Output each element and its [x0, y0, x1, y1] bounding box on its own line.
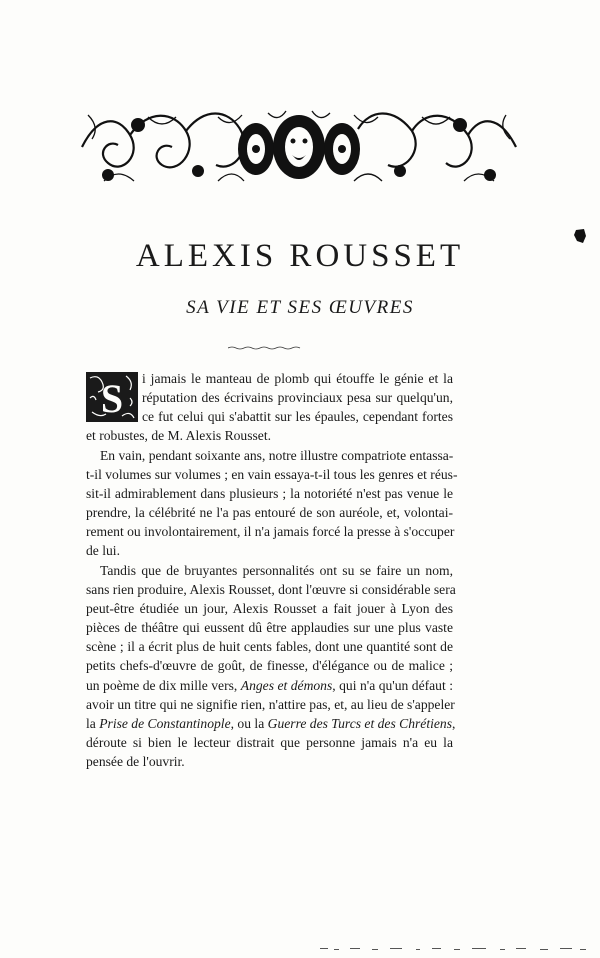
text-line: et robustes, de M. Alexis Rousset. — [86, 428, 272, 444]
text-line: pièces de théâtre qui eussent dû être applaudies sur une plus vaste — [86, 620, 453, 636]
ornamental-headpiece — [78, 105, 520, 189]
text-line: i jamais le manteau de plomb qui étouffe le génie et la — [142, 371, 453, 386]
text-line: En vain, pendant soixante ans, notre illustre compatriote entassa- — [100, 447, 454, 463]
page-subtitle: SA VIE ET SES ŒUVRES — [186, 297, 414, 318]
text-line: rement ou involontairement, il n'a jamais forcé la presse à s'occuper — [86, 524, 455, 540]
text-line: de lui. — [86, 543, 120, 559]
text-line: ce fut celui qui s'abattit sur les épaules, cependant fortes — [142, 409, 453, 425]
work-title-italic: Anges et démons — [240, 677, 333, 693]
text-line: petits chefs-d'œuvre de goût, de finesse, d'élégance ou de malice ; — [86, 658, 453, 674]
text-segment: , — [452, 715, 456, 731]
text-segment: , qui n'a qu'un défaut : — [332, 677, 453, 693]
work-title-italic: Guerre des Turcs et des Chrétiens — [267, 715, 453, 731]
text-line-mixed — [86, 676, 453, 695]
drop-cap-letter: S — [100, 376, 124, 421]
text-line: peut-être étudiée un jour, Alexis Rousset a fait jouer à Lyon des — [86, 600, 453, 616]
page-edge-speckle — [320, 946, 590, 952]
text-line-mixed — [86, 714, 456, 733]
text-line: avoir un titre qui ne signifie rien, n'attire pas, et, au lieu de s'appeler — [86, 696, 455, 712]
text-line: sans rien produire, Alexis Rousset, dont l'œuvre si considérable sera — [86, 581, 456, 597]
text-segment: , ou la — [230, 715, 268, 731]
text-line: déroute si bien le lecteur distrait que personne jamais n'a eu la — [86, 734, 453, 750]
text-segment: la — [86, 715, 100, 731]
work-title-italic: Prise de Constantinople — [99, 715, 231, 731]
article-body — [86, 369, 458, 771]
text-line: prendre, la célébrité ne l'a pas entouré de son auréole, et, volontai- — [86, 505, 453, 521]
text-line: Tandis que de bruyantes personnalités ont su se faire un nom, — [100, 562, 453, 578]
text-segment: un poème de dix mille vers, — [86, 677, 241, 693]
page-title: ALEXIS ROUSSET — [135, 238, 465, 274]
text-line: sit-il admirablement dans plusieurs ; la notoriété n'est pas venue le — [86, 485, 453, 501]
text-line: réputation des écrivains provinciaux pesa sur quelqu'un, — [142, 390, 453, 406]
text-line: t-il volumes sur volumes ; en vain essaya-t-il tous les genres et réus- — [86, 466, 458, 482]
text-line: pensée de l'ouvrir. — [86, 754, 185, 770]
ink-spot-mark — [573, 228, 587, 244]
text-line: scène ; il a écrit plus de huit cents fables, dont une quantité sont de — [86, 639, 453, 655]
decorative-rule — [228, 346, 302, 350]
